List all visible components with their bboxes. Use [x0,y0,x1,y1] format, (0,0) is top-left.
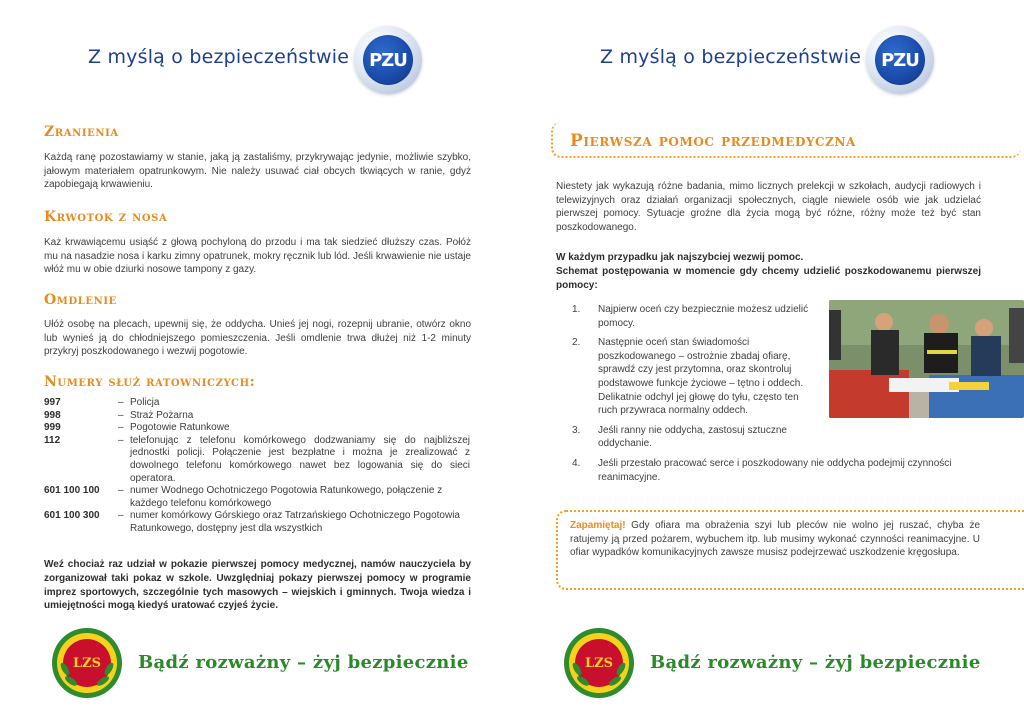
header-title-left: Z myślą o bezpieczeństwie [88,46,350,68]
number-row: 601 100 100 – numer Wodnego Ochotniczego Pogotowia Ratunkowego, połączenie z każdego telefonu komórkowego [44,485,443,509]
closing-paragraph: Weź chociaż raz udział w pokazie pierwszej pomocy medycznej, namów nauczyciela by zorganizował taki pokaz w szkole. Uwzględniaj pokazy pierwszej pomocy w programie imprez sportowych, szczególnie tych masowych – wiejskich i gminnych. Twoja wiedza i umiejętności mogą kiedyś uratować czyjeś życie. [44,559,471,612]
remember-text: Gdy ofiara ma obrażenia szyi lub pleców nie wolno jej ruszać, chyba że ratujemy ją przed pożarem, wybuchem itp. lub musimy wykonać czynności reanimacyjne. U ofiar wypadków komunikacyjnych zawsze musisz podejrzewać uszkodzenie kręgosłupa. [570,520,981,559]
section-title-omdlenie: Omdlenie [44,292,117,308]
lzs-logo-left [51,627,123,699]
bold-schema: Schemat postępowania w momencie gdy chcemy udzielić poszkodowanemu pierwszej pomocy: [556,266,981,291]
pzu-logo-text: PZU [875,35,925,85]
remember-label: Zapamiętaj! [570,520,626,531]
rescue-photo [829,300,1024,418]
steps-list-part2 [572,457,992,484]
svg-text:LZS: LZS [584,656,614,671]
list-item: 4. Jeśli przestało pracować serce i poszkodowany nie oddycha podejmij czynności reanimacyjne. [572,458,952,483]
footer-slogan-right: Bądź rozważny – żyj bezpiecznie [650,652,981,673]
number-row: 997 – Policja [44,397,160,408]
steps-list-part1 [572,303,817,451]
header-title-right: Z myślą o bezpieczeństwie [600,46,862,68]
pzu-logo-left [354,26,422,94]
list-item: 1. Najpierw oceń czy bezpiecznie możesz udzielić pomocy. [572,304,809,329]
number-row: 998 – Straż Pożarna [44,409,194,421]
para-krwotok: Każ krwawiącemu usiąść z głową pochyloną do przodu i ma tak siedzieć dłuższy czas. Połóż mu na nasadzie nosa i karku zimny opatrunek, mokry ręcznik lub lód. Jeśli krwawienie nie ustaje włóż mu w obie dziurki nosowe tampony z gazy. [44,237,471,276]
lzs-logo-right [563,627,635,699]
remember-note [570,519,980,560]
right-page [512,0,1024,725]
svg-text:LZS: LZS [72,656,102,671]
emergency-numbers-list [44,397,474,536]
number-row: 999 – Pogotowie Ratunkowe [44,422,230,434]
list-item: 2. Następnie oceń stan świadomości poszkodowanego – ostrożnie zbadaj ofiarę, sprawdź czy jest przytomna, oraz skontroluj podstawowe funkcje życiowe – tętno i oddech. Delikatnie odchyl jej głowę do tyłu, często ten ruch przywraca normalny oddech. [572,337,804,417]
footer-slogan-left: Bądź rozważny – żyj bezpiecznie [138,652,469,673]
section-title-pierwsza-pomoc: Pierwsza pomoc przedmedyczna [570,131,856,151]
section-title-numery: Numery służ ratowniczych: [44,374,256,390]
pzu-logo-right [866,26,934,94]
number-row: 601 100 300 – numer komórkowy Górskiego oraz Tatrzańskiego Ochotniczego Pogotowia Ratunkowego, dostępny jest dla wszystkich [44,510,460,534]
para-intro: Niestety jak wykazują różne badania, mimo licznych prelekcji w szkołach, audycji radiowych i telewizyjnych oraz działań organizacji społecznych, ciągle niewiele osób wie jak udzielać pierwszej pomocy. Sytuacje groźne dla życia mogą być różne, różny może też być stan poszkodowanego. [556,181,981,233]
number-row: 112 – telefonując z telefonu komórkowego dodzwaniamy się do najbliższej jednostki policji. Połączenie jest bezpłatne i można je zrealizować z dowolnego telefonu komórkowego nawet bez logowania się do sieci operatora. [44,434,470,484]
list-item: 3. Jeśli ranny nie oddycha, zastosuj sztuczne oddychanie. [572,424,787,450]
bold-call-help: W każdym przypadku jak najszybciej wezwij pomoc. [556,252,804,263]
section-title-krwotok: Krwotok z nosa [44,209,168,225]
para-zranienia: Każdą ranę pozostawiamy w stanie, jaką ją zastaliśmy, przykrywając jedynie, możliwie szybko, jałowym materiałem opatrunkowym. Nie należy usuwać ciał obcych tkwiących w ranie, gdyż zapobiegają krwawieniu. [44,152,471,191]
section-title-zranienia: Zranienia [44,124,119,140]
para-omdlenie: Ułóż osobę na plecach, upewnij się, że oddycha. Unieś jej nogi, rozepnij ubranie, otwórz okno lub wynieś ją do chłodniejszego pomieszczenia. Jeśli omdlenie trwa dłużej niż 1-2 minuty przykryj poszkodowanego i wezwij pogotowie. [44,319,471,358]
pzu-logo-text: PZU [363,35,413,85]
